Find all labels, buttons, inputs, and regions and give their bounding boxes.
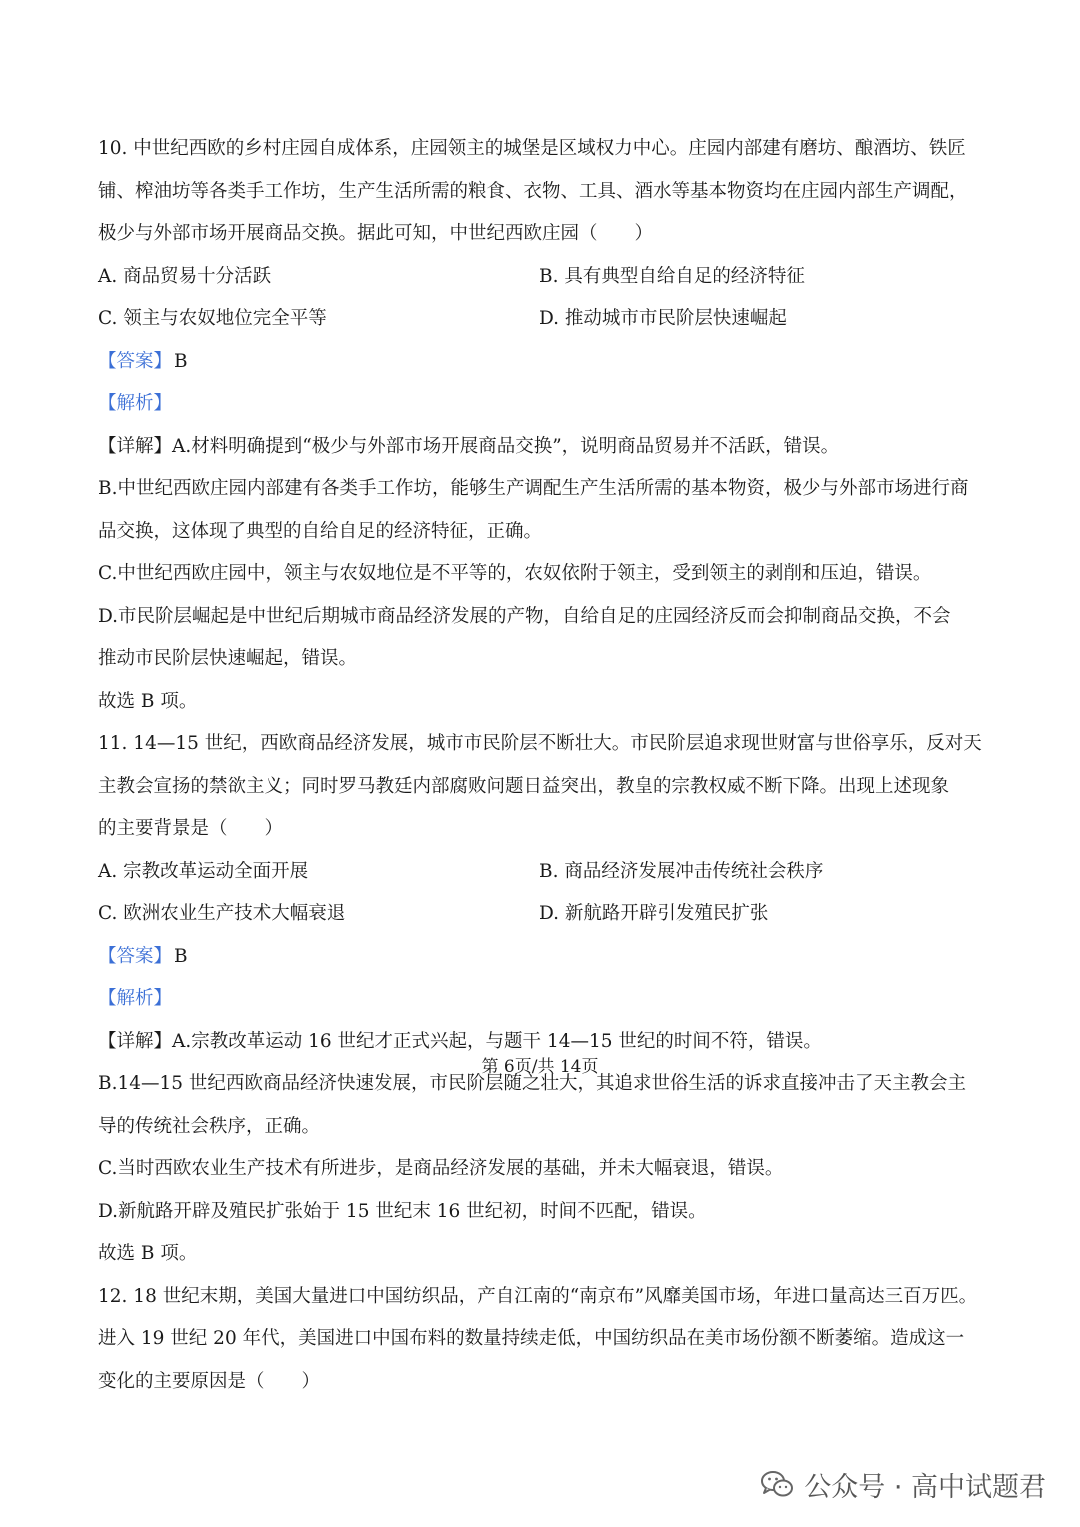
detail-tag: 【详解】 <box>98 435 173 457</box>
answer-line <box>98 341 988 384</box>
question-stem-line: 进入 19 世纪 20 年代，美国进口中国布料的数量持续走低，中国纺织品在美市场份额不断萎缩。造成这一 <box>98 1328 965 1349</box>
detail-line: 推动市民阶层快速崛起，错误。 <box>98 648 358 669</box>
analysis-line <box>98 383 988 426</box>
option-d: D. 推动城市市民阶层快速崛起 <box>539 308 787 329</box>
detail-line: B.中世纪西欧庄园内部建有各类手工作坊，能够生产调配生产生活所需的基本物资，极少与外部市场进行商 <box>98 478 969 499</box>
option-a: A. 宗教改革运动全面开展 <box>98 860 309 882</box>
question-11 <box>98 723 988 1276</box>
conclusion-line: 故选 B 项。 <box>98 1243 198 1264</box>
option-c: C. 欧洲农业生产技术大幅衰退 <box>98 903 346 924</box>
watermark <box>760 1461 1046 1507</box>
page-number: 第 6页/共 14页 <box>481 1057 599 1077</box>
analysis-tag: 【解析】 <box>98 393 173 414</box>
options-row <box>98 256 988 299</box>
question-stem-line: 12. 18 世纪末期，美国大量进口中国纺织品，产自江南的“南京布”风靡美国市场，年进口量高达三百万匹。 <box>98 1285 978 1307</box>
question-stem-line: 的主要背景是（ ） <box>98 818 284 839</box>
options-row <box>98 893 988 936</box>
wechat-icon <box>760 1467 794 1501</box>
answer-tag: 【答案】 <box>98 945 173 967</box>
options-row <box>98 851 988 894</box>
question-stem-line: 11. 14—15 世纪，西欧商品经济发展，城市市民阶层不断壮大。市民阶层追求现世财富与世俗享乐，反对天 <box>98 733 982 754</box>
detail-text: A.宗教改革运动 16 世纪才正式兴起，与题干 14—15 世纪的时间不符，错误。 <box>172 1030 822 1052</box>
option-a: A. 商品贸易十分活跃 <box>98 265 272 287</box>
detail-line <box>98 426 988 469</box>
detail-line: 导的传统社会秩序，正确。 <box>98 1115 321 1137</box>
question-12 <box>98 1276 988 1404</box>
answer-tag: 【答案】 <box>98 350 173 372</box>
detail-tag: 【详解】 <box>98 1030 173 1052</box>
detail-line: C.当时西欧农业生产技术有所进步，是商品经济发展的基础，并未大幅衰退，错误。 <box>98 1158 784 1179</box>
option-b: B. 商品经济发展冲击传统社会秩序 <box>539 860 824 882</box>
detail-line: D.市民阶层崛起是中世纪后期城市商品经济发展的产物，自给自足的庄园经济反而会抑制商品交换，不会 <box>98 605 951 627</box>
detail-line: 品交换，这体现了典型的自给自足的经济特征，正确。 <box>98 520 543 542</box>
detail-line: C.中世纪西欧庄园中，领主与农奴地位是不平等的，农奴依附于领主，受到领主的剥削和压迫，错误。 <box>98 563 932 584</box>
option-d: D. 新航路开辟引发殖民扩张 <box>539 903 769 924</box>
question-stem-line: 10. 中世纪西欧的乡村庄园自成体系，庄园领主的城堡是区域权力中心。庄园内部建有磨坊、酿酒坊、铁匠 <box>98 138 966 159</box>
answer-value: B <box>174 350 188 372</box>
option-c: C. 领主与农奴地位完全平等 <box>98 308 327 329</box>
analysis-tag: 【解析】 <box>98 988 173 1009</box>
question-stem-line: 变化的主要原因是（ ） <box>98 1370 321 1392</box>
question-stem-line: 铺、榨油坊等各类手工作坊，生产生活所需的粮食、衣物、工具、酒水等基本物资均在庄园内部生产调配， <box>98 180 968 202</box>
answer-line <box>98 936 988 979</box>
option-b: B. 具有典型自给自足的经济特征 <box>539 265 805 287</box>
question-stem-line: 极少与外部市场开展商品交换。据此可知，中世纪西欧庄园（ ） <box>98 223 654 244</box>
detail-line: B.14—15 世纪西欧商品经济快速发展，市民阶层随之壮大，其追求世俗生活的诉求直接冲击了天主教会主 <box>98 1073 966 1094</box>
options-row <box>98 298 988 341</box>
question-stem-line: 主教会宣扬的禁欲主义；同时罗马教廷内部腐败问题日益突出，教皇的宗教权威不断下降。出现上述现象 <box>98 775 950 797</box>
detail-line: D.新航路开辟及殖民扩张始于 15 世纪末 16 世纪初，时间不匹配，错误。 <box>98 1200 707 1222</box>
watermark-text: 公众号 · 高中试题君 <box>804 1471 1046 1503</box>
question-10 <box>98 128 988 723</box>
detail-text: A.材料明确提到“极少与外部市场开展商品交换”，说明商品贸易并不活跃，错误。 <box>172 435 840 457</box>
analysis-line <box>98 978 988 1021</box>
page-content <box>98 128 988 1403</box>
conclusion-line: 故选 B 项。 <box>98 690 198 712</box>
answer-value: B <box>174 945 188 967</box>
